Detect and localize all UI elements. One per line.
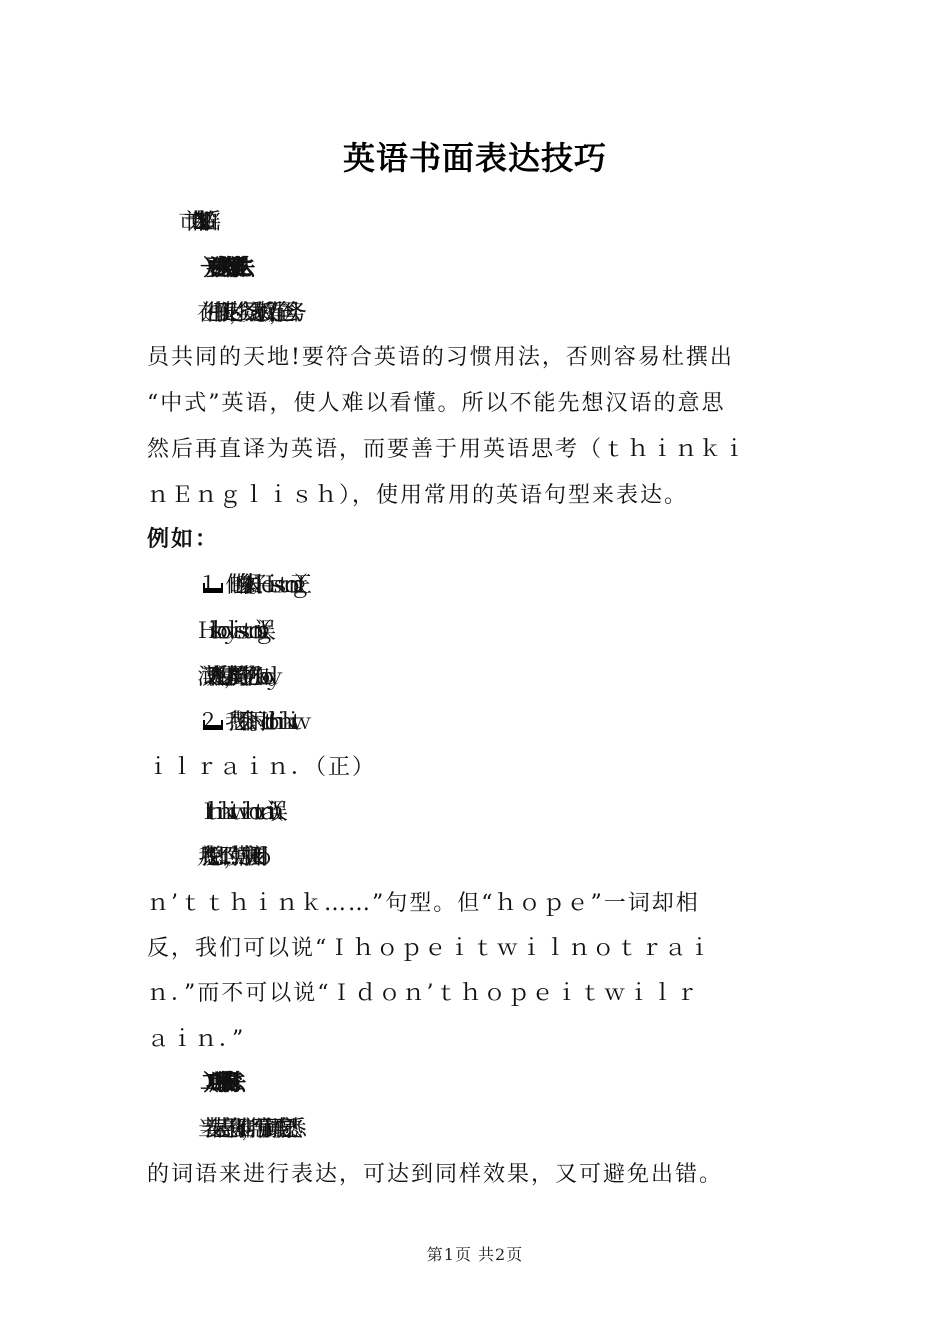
example-2-note-line-1: 凡说“我想……不……”时，英语中应该用“Ｉｄｏ — [197, 845, 257, 870]
example-1-number: １ — [197, 573, 202, 598]
para1-line-1: 在进行书面表达时，公务员之家版权所有，全国公务 — [197, 301, 290, 326]
para1-line-3: “中式”英语，使人难以看懂。所以不能先想汉语的意思 — [147, 391, 726, 416]
para1-line-2: 员共同的天地!要符合英语的习惯用法，否则容易杜撰出 — [147, 345, 734, 370]
para1-line-4: 然后再直译为英语，而要善于用英语思考（ｔｈｉｎｋｉ — [147, 437, 748, 462]
example-2-correct-cont: ｉｌｒａｉｎ．（正） — [147, 755, 377, 780]
example-1-note: 汉语说“某人的身体强弱”，英语中不必加ｂｏｄｙ。 — [197, 665, 272, 690]
example-2 — [197, 708, 857, 738]
para2-line-2: 的词语来进行表达，可达到同样效果，又可避免出错。 — [147, 1162, 724, 1187]
example-2-wrong: Ｉｔｈｉｎｋｉｔｗｉｌｎｏｔｒａｉｎ．（误） — [197, 800, 275, 825]
example-2-note-line-2: ｎ’ｔｔｈｉｎｋ……”句型。但“ｈｏｐｅ”一词却相 — [147, 891, 700, 916]
section2-heading: （二）巧用思维拐弯法 — [197, 1071, 228, 1096]
document-title: 英语书面表达技巧 — [342, 139, 607, 177]
list-marker-icon — [203, 720, 223, 730]
example-2-correct: 我想不会下雨。Ｉｄｏｎ’ｔｔｈｉｎｋｉｔｗ — [225, 710, 295, 735]
example-1 — [197, 571, 857, 601]
example-1-correct: 他的身体很好。Ｈｅｉｓｓｔｒｏｎｇ．（正） — [225, 573, 299, 598]
example-2-note-line-3: 反，我们可以说“Ｉｈｏｐｅｉｔｗｉｌｎｏｔｒａｉ — [147, 936, 713, 961]
para1-line-5: ｎＥｎｇｌｉｓｈ），使用常用的英语句型来表达。 — [147, 483, 689, 508]
example-2-note-line-4: ｎ．”而不可以说“Ｉｄｏｎ’ｔｈｏｐｅｉｔｗｉｌｒ — [147, 981, 700, 1006]
example-1-wrong: Ｈｉｓｂｏｄｙｉｓｓｔｒｏｎｇ．（误） — [197, 619, 263, 644]
section1-heading: （一）要注意英语习惯表达法 — [197, 256, 237, 281]
example-2-number: ２ — [197, 710, 202, 735]
para2-line-1: 当表达某一意思有困难时，巧用常用词语或自己熟悉 — [197, 1117, 290, 1142]
list-marker-icon — [203, 583, 223, 593]
example-label: 例如： — [147, 527, 220, 552]
author-line: XX 市二十九中邹伯瑶 — [197, 210, 203, 235]
page-footer: 第1页 共2页 — [426, 1245, 524, 1264]
example-2-note-line-5: ａｉｎ．” — [147, 1027, 246, 1052]
